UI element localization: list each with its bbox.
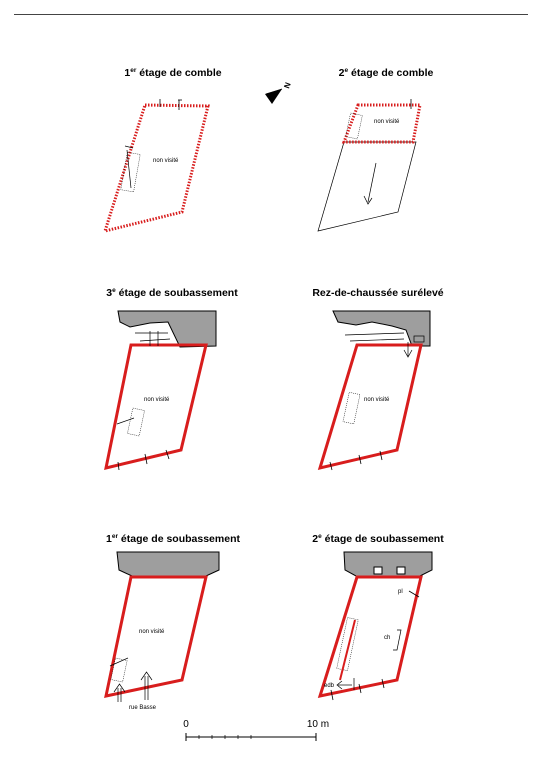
plan-soub1 bbox=[106, 552, 219, 711]
note-comble1: non visité bbox=[153, 158, 179, 164]
title-soub3: 3e étage de soubassement bbox=[106, 287, 238, 299]
title-rdc: Rez-de-chaussée surélevé bbox=[312, 287, 444, 299]
note-comble2: non visité bbox=[374, 119, 400, 125]
street-label: rue Basse bbox=[129, 705, 157, 711]
plan-rdc bbox=[320, 311, 430, 470]
plan-soub3 bbox=[106, 311, 216, 470]
note-soub3: non visité bbox=[144, 397, 170, 403]
title-comble2: 2e étage de comble bbox=[338, 67, 434, 79]
scale-start: 0 bbox=[183, 719, 189, 730]
north-arrow-icon bbox=[265, 81, 293, 104]
label-edb: edb bbox=[324, 683, 335, 689]
note-rdc: non visité bbox=[364, 397, 390, 403]
title-soub2: 2e étage de soubassement bbox=[312, 533, 444, 545]
title-soub1: 1er étage de soubassement bbox=[106, 533, 240, 545]
scale-bar bbox=[183, 719, 329, 741]
note-soub1: non visité bbox=[139, 629, 165, 635]
plan-comble2 bbox=[318, 99, 420, 231]
label-ch: ch bbox=[384, 635, 391, 641]
scale-end: 10 m bbox=[306, 719, 330, 730]
label-pl: pl bbox=[398, 589, 403, 595]
title-comble1: 1er étage de comble bbox=[124, 67, 222, 79]
svg-text:N: N bbox=[282, 81, 293, 90]
plan-comble1 bbox=[105, 99, 208, 231]
plan-soub2 bbox=[320, 552, 432, 700]
